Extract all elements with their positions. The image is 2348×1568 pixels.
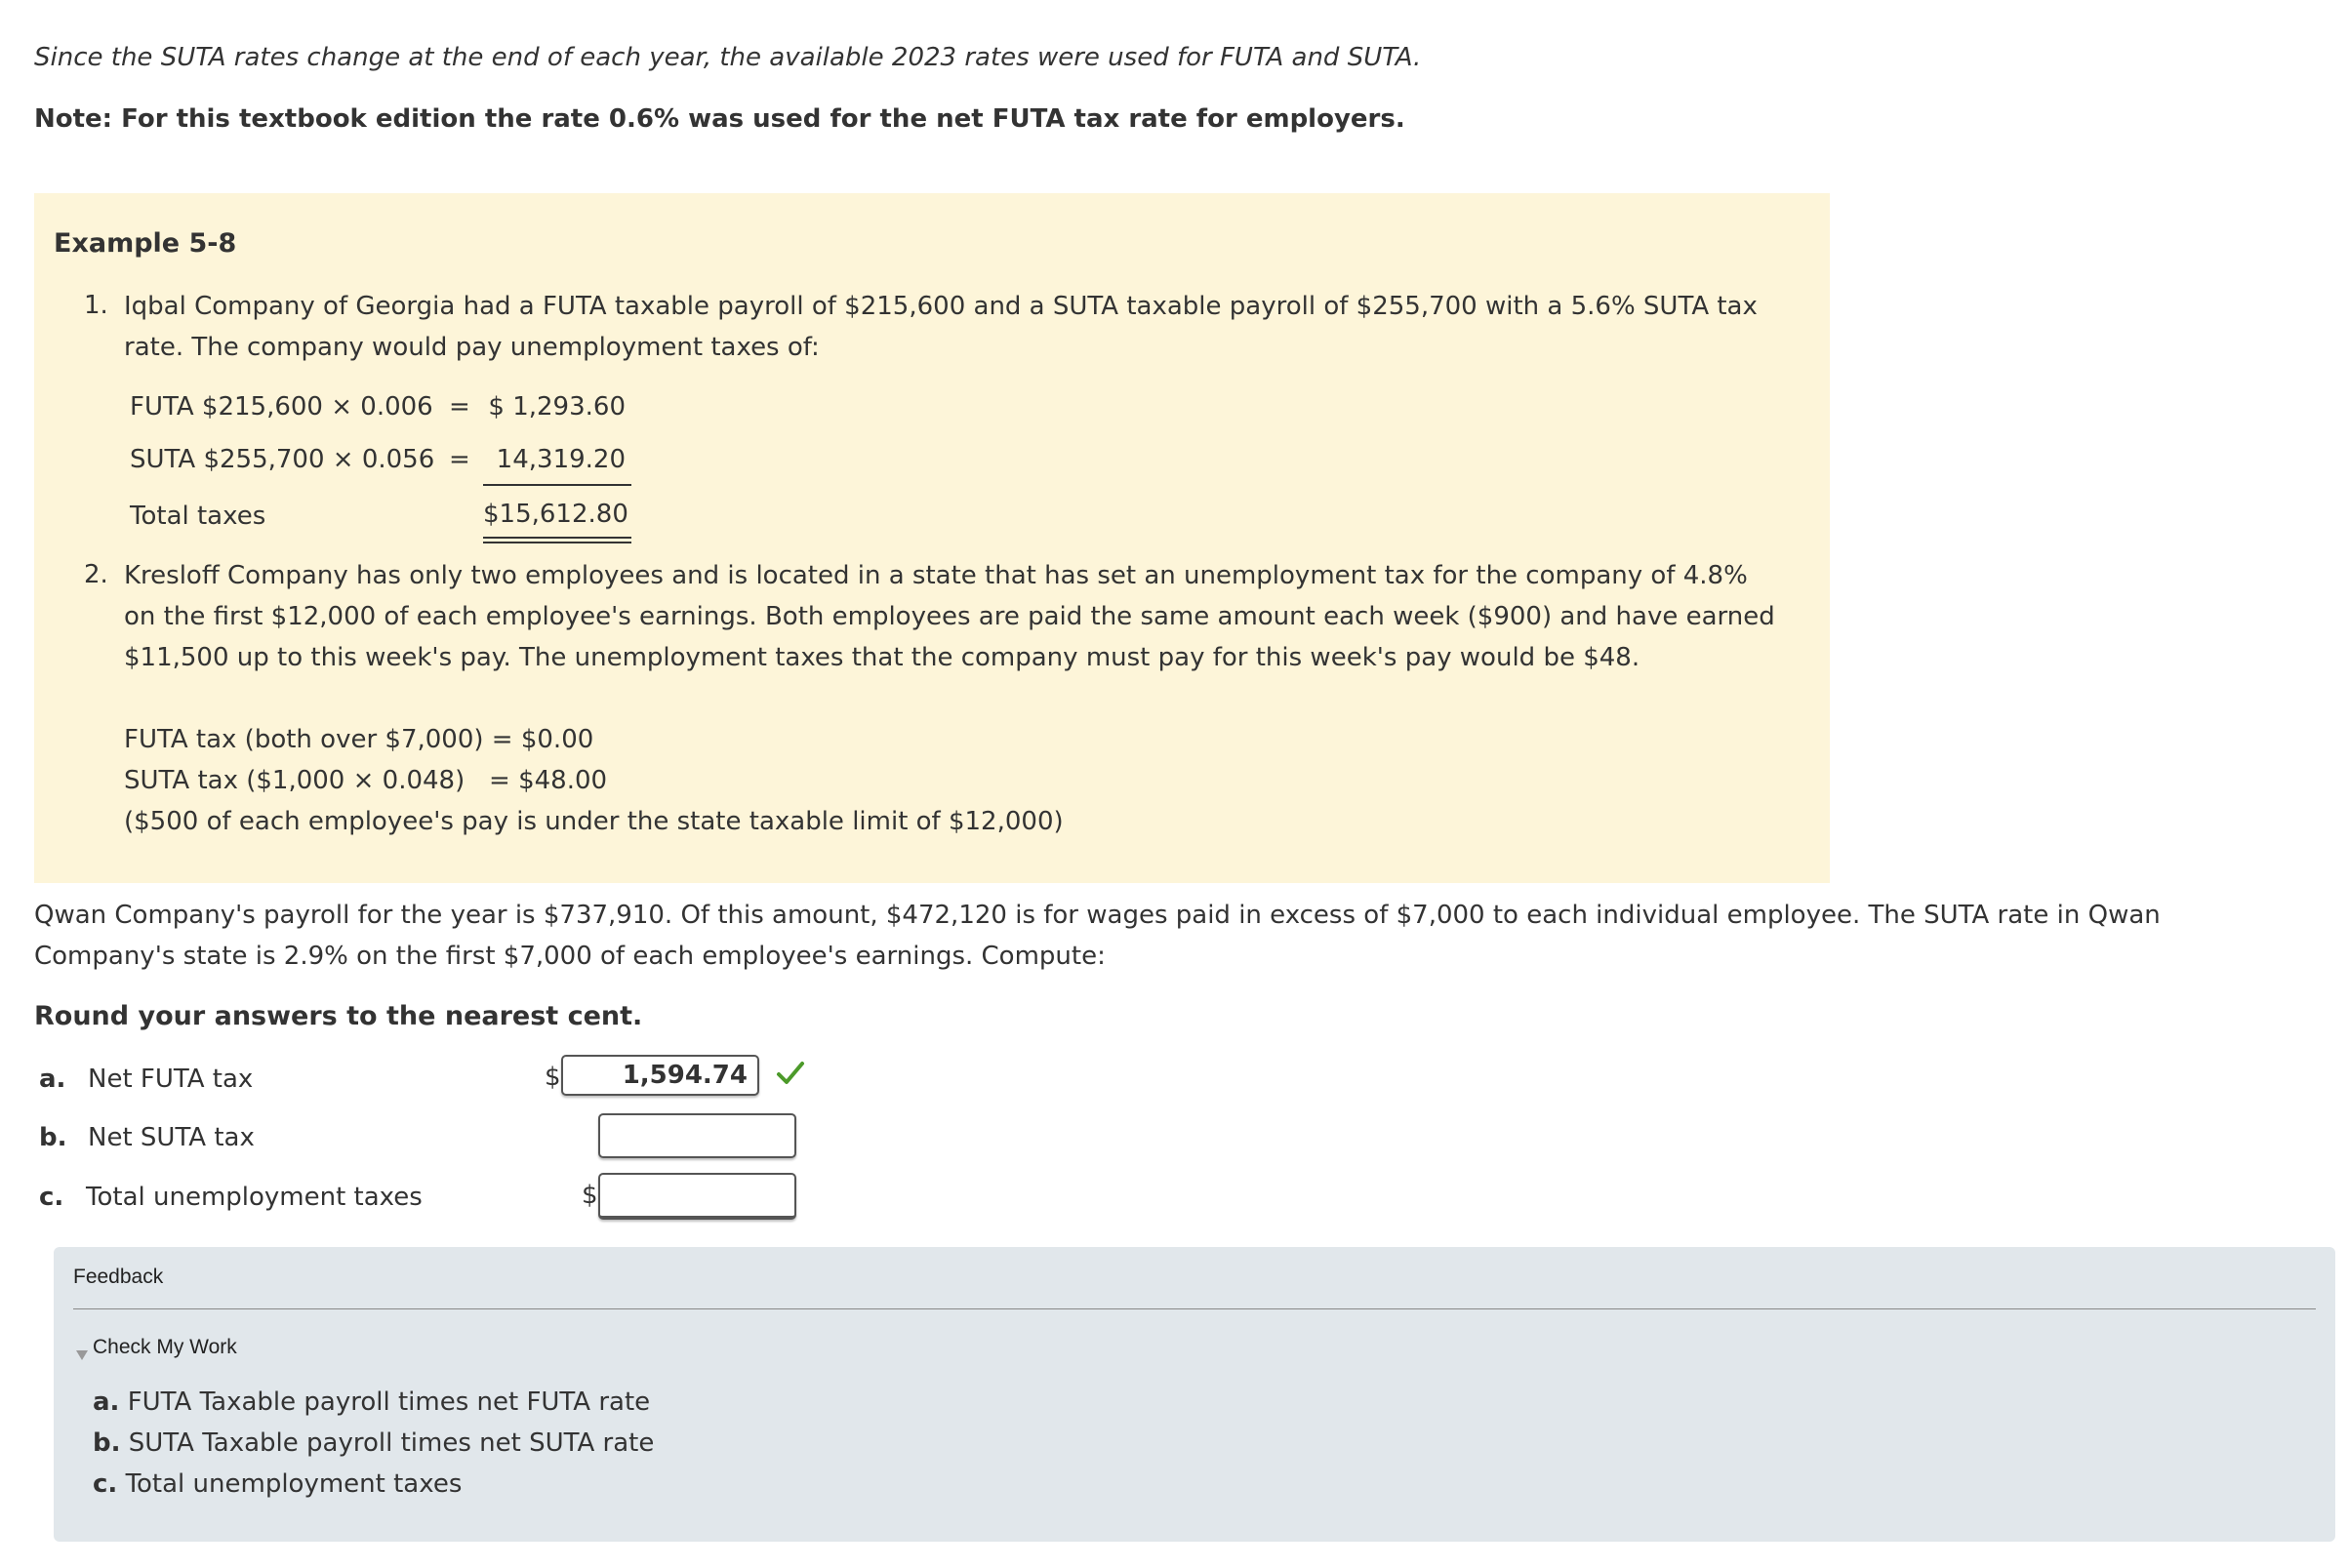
net-futa-tax-value: 1,594.74 <box>622 1061 748 1090</box>
note-text: Note: For this textbook edition the rate 0.6% was used for the net FUTA tax rate for employers. <box>34 104 1405 134</box>
question-a-label: Net FUTA tax <box>88 1065 254 1094</box>
feedback-item-b-letter: b. <box>93 1428 121 1458</box>
calc-row-futa-label: FUTA $215,600 × 0.006 <box>130 392 433 422</box>
problem-statement: Qwan Company's payroll for the year is $737,910. Of this amount, $472,120 is for wages paid in excess of $7,000 to each individual employee. The SUTA rate in Qwan Company's state is 2.9% on the first $7,000 of each employee's earnings. Compute: <box>34 901 2161 971</box>
check-my-work-toggle[interactable]: Check My Work <box>93 1336 237 1358</box>
question-c-letter: c. <box>39 1183 64 1212</box>
subtotal-rule <box>483 484 631 486</box>
example-item-1-text: Iqbal Company of Georgia had a FUTA taxable payroll of $215,600 and a SUTA taxable payroll of $255,700 with a 5.6% SUTA tax rate. The company would pay unemployment taxes of: <box>124 292 1758 362</box>
checkmark-icon <box>775 1058 806 1089</box>
feedback-divider <box>73 1308 2316 1309</box>
total-unemployment-taxes-input[interactable] <box>598 1173 796 1220</box>
feedback-title: Feedback <box>73 1266 164 1288</box>
calc-row-suta-value: 14,319.20 <box>496 445 626 474</box>
calc-row-suta-eq: = <box>449 445 470 474</box>
feedback-item-c <box>93 1469 462 1499</box>
feedback-item-a <box>93 1387 650 1417</box>
net-suta-tax-input[interactable] <box>598 1113 796 1158</box>
feedback-item-a-text: FUTA Taxable payroll times net FUTA rate <box>127 1387 651 1417</box>
feedback-item-a-letter: a. <box>93 1387 120 1417</box>
question-c-label: Total unemployment taxes <box>86 1183 423 1212</box>
question-c-currency: $ <box>582 1181 598 1210</box>
feedback-item-c-text: Total unemployment taxes <box>125 1469 463 1499</box>
calc-row-suta-label: SUTA $255,700 × 0.056 <box>130 445 435 474</box>
calc-row-futa-value: $ 1,293.60 <box>488 392 626 422</box>
rounding-instruction: Round your answers to the nearest cent. <box>34 1001 643 1031</box>
triangle-down-icon[interactable] <box>75 1340 89 1353</box>
question-a-currency: $ <box>545 1063 561 1092</box>
feedback-item-b-text: SUTA Taxable payroll times net SUTA rate <box>128 1428 655 1458</box>
example-item-2-number: 2. <box>84 560 108 589</box>
example-item-1-number: 1. <box>84 291 108 320</box>
question-b-letter: b. <box>39 1123 67 1152</box>
example-item-2-text: Kresloff Company has only two employees and is located in a state that has set an unemployment tax for the company of 4.8% on the first $12,000 of each employee's earnings. Both employees are paid the same amount each week ($900) and have earned $11,500 up to this week's pay. The unemployment taxes that the company must pay for this week's pay would be $48. <box>124 561 1775 672</box>
feedback-item-b <box>93 1428 654 1458</box>
calc-row-futa-eq: = <box>449 392 470 422</box>
example-item-2-line-1: FUTA tax (both over $7,000) = $0.00 <box>124 725 594 754</box>
total-double-rule <box>483 537 631 543</box>
intro-text: Since the SUTA rates change at the end of each year, the available 2023 rates were used for FUTA and SUTA. <box>34 43 1422 72</box>
net-futa-tax-input[interactable] <box>561 1055 759 1096</box>
calc-row-total-label: Total taxes <box>130 502 266 531</box>
calc-row-total-value: $15,612.80 <box>483 500 628 529</box>
example-item-2-line-3: ($500 of each employee's pay is under the state taxable limit of $12,000) <box>124 807 1064 836</box>
question-a-letter: a. <box>39 1065 66 1094</box>
question-b-label: Net SUTA tax <box>88 1123 255 1152</box>
feedback-item-c-letter: c. <box>93 1469 118 1499</box>
example-title: Example 5-8 <box>54 228 237 259</box>
example-item-2-line-2: SUTA tax ($1,000 × 0.048) = $48.00 <box>124 766 608 795</box>
